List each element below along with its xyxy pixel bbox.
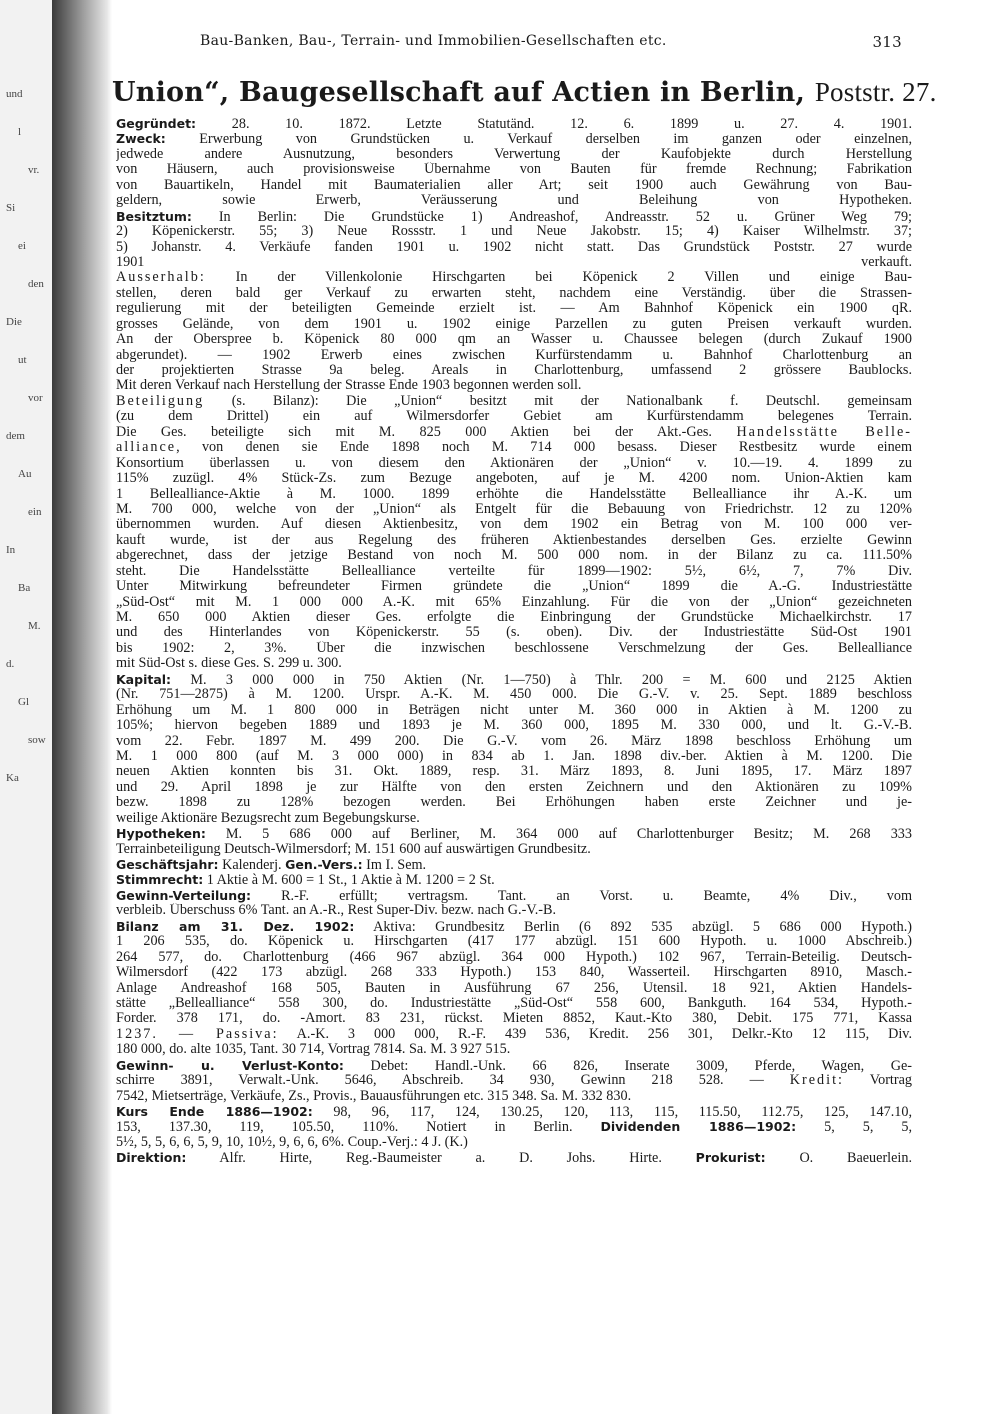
text-line [116, 656, 912, 671]
text-line [116, 378, 912, 393]
text-line [116, 842, 912, 857]
adjacent-page-strip [0, 0, 54, 1414]
text-run: An der Oberspree b. Köpenick 80 000 qm an Wasser u. Chaussee belegen (durch Zukauf 1900 [116, 332, 912, 348]
adjacent-page-fragment: l [18, 126, 22, 138]
text-run: Anlage Andreashof 168 505, Bauten in Ausführung 67 256, Utensil. 18 921, Aktien Handels- [116, 980, 912, 996]
text-line [116, 517, 912, 532]
text-line [116, 564, 912, 579]
text-run: 28. 10. 1872. Letzte Statutänd. 12. 6. 1899 u. 27. 4. 1901. [196, 116, 912, 132]
text-line [116, 950, 912, 965]
text-run: verbleib. Überschuss 6% Tant. an A.-R., Rest Super-Div. bezw. nach G.-V.-B. [116, 903, 557, 919]
text-line [116, 1150, 912, 1165]
text-line [116, 456, 912, 471]
text-run: A.-K. 3 000 000, R.-F. 439 536, Kredit. 256 301, Delkr.-Kto 12 115, Div. [278, 1026, 912, 1042]
text-run: und des Hinterlandes von Köpenickerstr. 55 (s. oben). Div. der Industriestätte Süd-Ost 1901 [116, 625, 912, 641]
text-run: Die Ges. beteiligte sich mit M. 825 000 Aktien bei der Akt.-Ges. [116, 424, 737, 440]
section-keyword: Kapital: [116, 671, 172, 687]
text-run: geldern, sowie Erwerb, Veräusserung und Beleihung von Hypotheken. [116, 193, 912, 209]
text-line [116, 301, 912, 316]
text-line [116, 1011, 912, 1026]
section-keyword: Bilanz am 31. Dez. 1902: [116, 918, 355, 934]
text-line [116, 394, 912, 409]
text-run: stätte „Bellealliance“ 558 300, do. Industriestätte „Süd-Ost“ 558 600, Bankguth. 164 534, Hypoth.- [116, 995, 912, 1011]
text-run: Erhöhung um M. 1 800 000 in Beträgen nicht unter M. 360 000 in Aktien à M. 1200 zu [116, 702, 912, 718]
text-run: Forder. 378 171, do. -Amort. 83 231, rückst. Mieten 8852, Kaut.-Kto 380, Debit. 175 771, Kassa [116, 1011, 912, 1027]
text-run: schirre 3891, Verwalt.-Unk. 5646, Abschreib. 34 930, Gewinn 218 528. — [116, 1073, 790, 1089]
text-line [116, 147, 912, 162]
text-run: neuen Aktien konnten bis 31. Okt. 1889, resp. 31. März 1893, 8. Juni 1895, 17. März 1897 [116, 764, 912, 780]
text-line [116, 764, 912, 779]
adjacent-page-fragment: In [6, 544, 16, 556]
text-line [116, 502, 912, 517]
text-run: weilige Aktionäre Bezugsrecht zum Begebungskurse. [116, 810, 420, 826]
text-run: (Nr. 751—2875) à M. 1200. Urspr. A.-K. M. 450 000. Die G.-V. v. 25. Sept. 1889 beschloss [116, 687, 912, 703]
text-run: In Berlin: Die Grundstücke 1) Andreashof, Andreasstr. 52 u. Grüner Weg 79; [191, 208, 912, 225]
text-line [116, 965, 912, 980]
text-line [116, 1058, 912, 1073]
text-run: „Süd-Ost“ mit M. 1 000 000 A.-K. mit 65% Einzahlung. Für die von der „Union“ gezeichneten [116, 594, 912, 610]
text-line [116, 317, 912, 332]
text-line [116, 903, 912, 918]
text-run: der projektierten Strasse 9a beleg. Areals in Charlottenburg, umfassend 2 grössere Baublocks. [116, 363, 912, 378]
entry-title-main: Baugesellschaft auf Actien in Berlin, [239, 77, 806, 108]
page-number: 313 [872, 33, 902, 51]
spaced-term: alliance [116, 440, 177, 456]
text-run: 105%; hiervon begeben 1889 und 1893 je M. 360 000, 1895 M. 330 000, und lt. G.-V.-B. [116, 718, 912, 734]
text-run: Kalenderj. [218, 857, 286, 873]
text-run: jedwede andere Ausnutzung, besonders Verwertung der Kaufobjekte durch Herstellung [116, 146, 912, 162]
text-run: steht. Die Handelsstätte Bellealliance verteilte für 1899—1902: 5½, 6½, 7, 7% Div. [116, 563, 912, 579]
text-run: Terrainbeteiligung Deutsch-Wilmersdorf; M. 151 600 auf auswärtigen Grundbesitz. [116, 841, 591, 857]
text-run: vom 22. Febr. 1897 M. 499 200. Die G.-V. vom 26. März 1898 beschloss Erhöhung um [116, 733, 912, 749]
document-page [112, 0, 937, 1414]
text-run: von Bauartikeln, Handel mit Baumaterialien aller Art; seit 1900 auch Gewährung von Bau- [116, 177, 912, 193]
adjacent-page-fragment: und [6, 88, 23, 100]
text-line [116, 409, 912, 424]
text-run: Wilmersdorf (422 173 abzügl. 268 333 Hypoth.) 153 840, Wasserteil. Hirschgarten 8910, Masch.- [116, 965, 912, 981]
text-line [116, 1135, 912, 1150]
text-line [116, 1089, 912, 1104]
text-run: 5, 5, 5, [796, 1119, 912, 1135]
text-line [116, 718, 912, 733]
text-run: 180 000, do. alte 1035, Tant. 30 714, Vortrag 7814. Sa. M. 3 927 515. [116, 1042, 511, 1058]
text-run: Unter Mitwirkung befreundeter Firmen gründete die „Union“ 1899 die A.-G. Industriestätte [116, 579, 912, 595]
text-line [116, 286, 912, 301]
text-run: bis 1902: 2, 3%. Über die inzwischen beschlossene Verschmelzung der Ges. Bellealliance [116, 640, 912, 656]
adjacent-page-fragment: sow [28, 734, 46, 746]
adjacent-page-fragment: Si [6, 202, 16, 214]
text-run: (s. Bilanz): Die „Union“ besitzt mit der Nationalbank f. Deutschl. gemeinsam [204, 393, 912, 409]
text-line [116, 734, 912, 749]
text-run: stellen, deren bald ger Verkauf zu erwarten steht, nachdem eine Verständig. über die Strassen- [116, 285, 912, 301]
text-line [116, 363, 912, 378]
text-line [116, 162, 912, 177]
text-line [116, 826, 912, 841]
text-run: 115% zuzügl. 4% Stück-Zs. zum Bezuge angeboten, auf je M. 4200 nom. Union-Aktien kam [116, 471, 912, 487]
section-keyword: Besitztum: [116, 208, 192, 224]
text-run: Im I. Sem. [362, 857, 427, 873]
text-line [116, 425, 912, 440]
text-line [116, 579, 912, 594]
section-keyword: Gen.-Vers.: [285, 857, 363, 872]
text-line [116, 981, 912, 996]
section-keyword: Gegründet: [116, 116, 197, 131]
adjacent-page-fragment: Gl [18, 696, 29, 708]
text-line [116, 270, 912, 285]
text-line [116, 116, 912, 131]
text-run: Aktiva: Grundbesitz Berlin (6 892 535 abzügl. 5 686 000 Hypoth.) [354, 918, 912, 935]
entry-body [116, 116, 912, 1166]
adjacent-page-fragment: Die [6, 316, 22, 328]
text-run: regulierung mit der beteiligten Gemeinde erzielt ist. — Am Bahnhof Köpenick ein 1900 qR. [116, 301, 912, 317]
text-line [116, 1027, 912, 1042]
book-gutter-shadow [52, 0, 112, 1414]
text-run: abgerundet). — 1902 Erwerb eines zwischen Kurfürstendamm u. Bahnhof Charlottenburg an [116, 347, 912, 363]
text-run: , von denen sie Ende 1898 noch M. 714 000 besass. Dieser Restbesitz wurde einem [176, 440, 912, 456]
text-run: 1 Bellealliance-Aktie à M. 1000. 1899 erhöhte die Handelsstätte Bellealliance ihr A.-K. um [116, 486, 912, 502]
adjacent-page-fragment: vor [28, 392, 43, 404]
text-line [116, 996, 912, 1011]
text-run: 264 577, do. Charlottenburg (466 967 abzügl. 364 000 Hypoth.) 102 967, Terrain-Beteilig. Deutsch- [116, 949, 912, 965]
text-run: kauft wurde, ist der aus Regelung des früheren Aktienbestandes derselben Ges. erzielte Gewinn [116, 532, 912, 548]
text-line [116, 255, 912, 270]
text-run: Vortrag [843, 1073, 912, 1089]
text-line [116, 1119, 912, 1134]
entry-title-location: Poststr. 27. [814, 77, 937, 107]
text-run: M. 700 000, welche von der „Union“ als Entgelt für die Bebauung von Friedrichstr. 12 zu 120% [116, 501, 912, 517]
text-line [116, 348, 912, 363]
spaced-term: Kredit: [789, 1073, 844, 1089]
entry-title-fragment: Union [112, 77, 205, 108]
adjacent-page-fragment: dem [6, 430, 25, 442]
text-line [116, 934, 912, 949]
adjacent-page-fragment: M. [28, 620, 41, 632]
text-run: (zu dem Drittel) ein auf Wilmersdorfer Gebiet am Kurfürstendamm belegenes Terrain. [116, 409, 912, 425]
text-run: 2) Köpenickerstr. 55; 3) Neue Rossstr. 1 und Neue Jakobstr. 15; 4) Kaiser Wilhelmstr. 37; [116, 224, 912, 240]
text-run: In der Villenkolonie Hirschgarten bei Köpenick 2 Villen und einige Bau- [205, 270, 912, 286]
text-line [116, 780, 912, 795]
text-run: 7542, Mietserträge, Verkäufe, Zs., Provis., Bauausführungen etc. 315 348. Sa. M. 332 830. [116, 1088, 632, 1104]
text-line [116, 749, 912, 764]
text-line [116, 1073, 912, 1088]
running-head-title: Bau-Banken, Bau-, Terrain- und Immobilien-Gesellschaften etc. [200, 33, 667, 49]
spaced-term: Handelsstätte Belle- [736, 424, 912, 440]
text-line [116, 533, 912, 548]
spaced-term: Ausserhalb: [116, 270, 206, 286]
text-line [116, 795, 912, 810]
text-run: übernommen wurden. Auf diesen Aktienbesitz, von dem 1902 ein Betrag von M. 100 000 ver- [116, 517, 912, 533]
section-keyword: Dividenden 1886—1902: [600, 1119, 797, 1135]
text-line [116, 641, 912, 656]
text-run: M. 3 000 000 in 750 Aktien (Nr. 1—750) à Thlr. 200 = M. 600 und 2125 Aktien [171, 671, 912, 688]
text-line [116, 193, 912, 208]
adjacent-page-fragment: Ka [6, 772, 19, 784]
adjacent-page-fragment: den [28, 278, 44, 290]
section-keyword: Kurs Ende 1886—1902: [116, 1104, 313, 1119]
text-line [116, 687, 912, 702]
section-keyword: Zweck: [116, 131, 166, 147]
text-line [116, 487, 912, 502]
text-line [116, 610, 912, 625]
running-head [112, 33, 904, 53]
text-run: 1 206 535, do. Köpenick u. Hirschgarten (417 177 abzügl. 151 600 Hypoth. u. 1000 Abschreib.) [116, 934, 912, 950]
section-keyword: Direktion: [116, 1150, 187, 1166]
text-run: R.-F. erfüllt; vertragsm. Tant. an Vorst. u. Beamte, 4% Div., vom [251, 887, 912, 904]
section-keyword: Geschäftsjahr: [116, 857, 219, 872]
text-line [116, 1104, 912, 1119]
text-line [116, 548, 912, 563]
text-line [116, 811, 912, 826]
text-line [116, 703, 912, 718]
section-keyword: Stimmrecht: [116, 872, 204, 888]
adjacent-page-fragment: ut [18, 354, 27, 366]
text-run: O. Baeuerlein. [765, 1150, 912, 1166]
text-line [116, 209, 912, 224]
text-line [116, 240, 912, 255]
text-line [116, 872, 912, 887]
text-run: M. 1 000 800 (auf M. 3 000 000) in 834 ab 1. Jan. 1898 div.-ber. Aktien à M. 1200. Die [116, 748, 912, 764]
text-run: 98, 96, 117, 124, 130.25, 120, 113, 115, 115.50, 112.75, 125, 147.10, [312, 1104, 912, 1120]
text-run: 5½, 5, 5, 6, 6, 5, 9, 10, 10½, 9, 6, 6, 6%. Coup.-Verj.: 4 J. (K.) [116, 1134, 468, 1150]
section-keyword: Gewinn- u. Verlust-Konto: [116, 1057, 344, 1073]
text-run: M. 650 000 Aktien dieser Ges. erfolgte die Einbringung der Grundstücke Michaelkirchstr. 17 [116, 610, 912, 625]
text-line [116, 178, 912, 193]
text-run: 1 Aktie à M. 600 = 1 St., 1 Aktie à M. 1200 = 2 St. [203, 872, 495, 888]
text-run: Mit deren Verkauf nach Herstellung der Strasse Ende 1903 begonnen werden soll. [116, 378, 582, 394]
text-run: Alfr. Hirte, Reg.-Baumeister a. D. Johs. Hirte. [186, 1150, 696, 1166]
adjacent-page-fragment: d. [6, 658, 15, 670]
text-run: Erwerbung von Grundstücken u. Verkauf derselben im ganzen oder einzelnen, [165, 131, 912, 147]
adjacent-page-fragment: Au [18, 468, 32, 480]
text-run: 5) Johanstr. 4. Verkäufe fanden 1901 u. 1902 nicht statt. Das Grundstück Poststr. 27 wurde [116, 239, 912, 255]
text-line [116, 1042, 912, 1057]
text-line [116, 857, 912, 872]
text-run: mit Süd-Ost s. diese Ges. S. 299 u. 300. [116, 656, 342, 672]
text-run: 153, 137.30, 119, 105.50, 110%. Notiert in Berlin. [116, 1119, 601, 1135]
text-line [116, 471, 912, 486]
text-line [116, 332, 912, 347]
entry-title: Union“, Baugesellschaft auf Actien in Berlin, Poststr. 27. [112, 77, 937, 108]
section-keyword: Gewinn-Verteilung: [116, 887, 252, 903]
adjacent-page-fragment: vr. [28, 164, 40, 176]
text-line [116, 595, 912, 610]
text-line [116, 919, 912, 934]
text-line [116, 224, 912, 239]
text-run: von Häusern, auch provisionsweise Übernahme von Bauten für fremde Rechnung; Fabrikation [116, 162, 912, 178]
text-run: 1901 verkauft. [116, 254, 912, 270]
section-keyword: Prokurist: [695, 1150, 766, 1166]
adjacent-page-fragment: Ba [18, 582, 31, 594]
spaced-term: 1237. — Passiva: [116, 1026, 279, 1042]
adjacent-page-fragment: ei [18, 240, 26, 252]
text-line [116, 131, 912, 146]
text-line [116, 888, 912, 903]
spaced-term: Beteiligung [116, 393, 205, 409]
text-line [116, 440, 912, 455]
text-run: Konsortium überlassen u. von diesem den Aktionären der „Union“ v. 10.—19. 4. 1899 zu [116, 455, 912, 471]
text-run: Debet: Handl.-Unk. 66 826, Inserate 3009, Pferde, Wagen, Ge- [343, 1057, 912, 1074]
adjacent-page-fragment: ein [28, 506, 42, 518]
text-run: M. 5 686 000 auf Berliner, M. 364 000 auf Charlottenburger Besitz; M. 268 333 [205, 826, 912, 842]
text-run: abgerechnet, dass der jetzige Bestand von noch M. 500 000 nom. in der Bilanz zu ca. 111.50% [116, 548, 912, 564]
text-line [116, 625, 912, 640]
text-run: bezw. 1898 zu 128% bezogen werden. Bei Erhöhungen haben erste Zeichner und je- [116, 795, 912, 811]
text-run: grosses Gelände, von dem 1901 u. 1902 einige Parzellen zu guten Preisen verkauft wurden. [116, 316, 912, 332]
text-run: und 29. April 1898 je zur Hälfte von den ersten Zeichnern und den Aktionären zu 109% [116, 779, 912, 795]
text-line [116, 672, 912, 687]
section-keyword: Hypotheken: [116, 826, 206, 842]
